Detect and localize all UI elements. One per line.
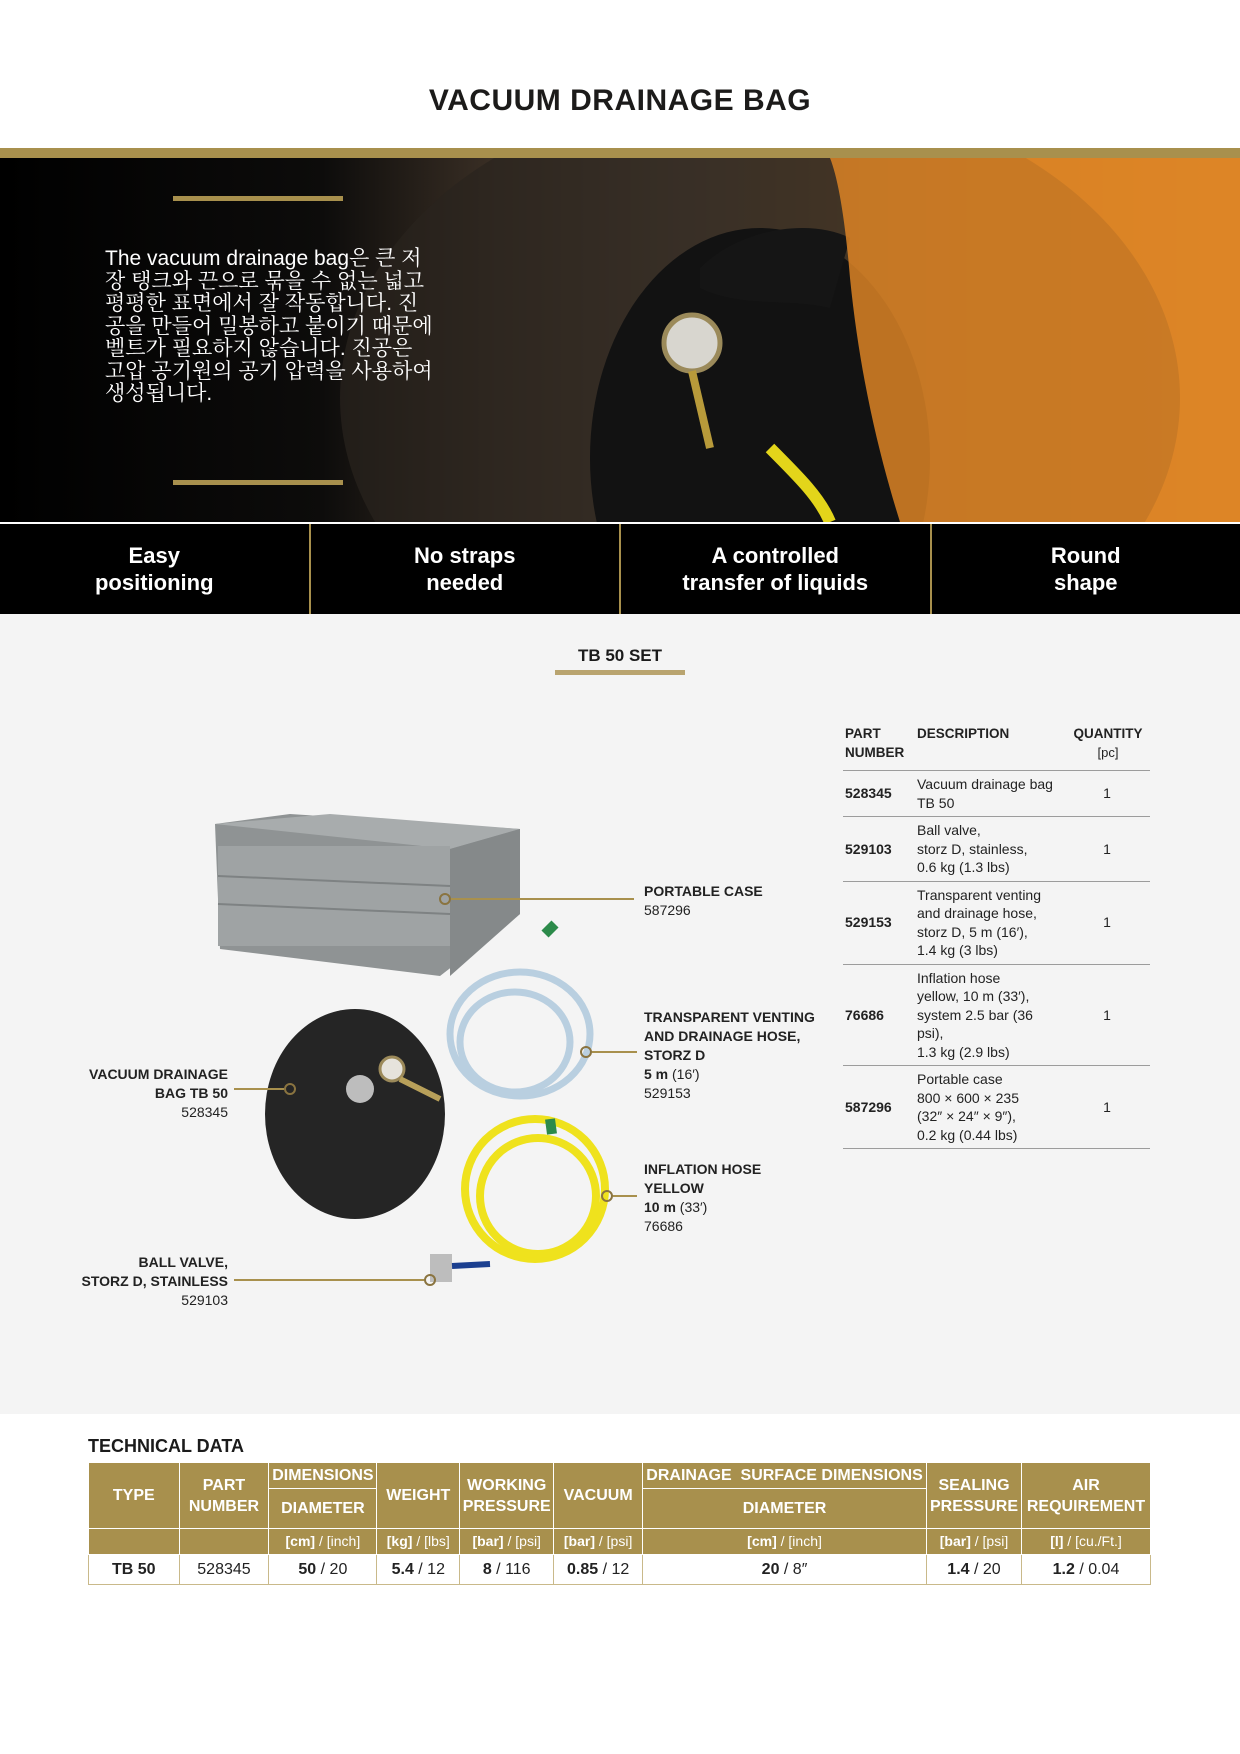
tech-cell-imperial: / 20 [316, 1560, 348, 1578]
tech-unit-primary: [bar] [563, 1533, 595, 1549]
parts-row-description-line: Ball valve, [917, 822, 981, 838]
parts-row-description-line: (32″ × 24″ × 9″), [917, 1108, 1016, 1124]
tech-unit-part-number [179, 1529, 269, 1555]
tech-unit-secondary: / [psi] [595, 1533, 633, 1549]
portable-case-number: 587296 [644, 902, 691, 918]
feature-controlled-transfer: A controlled transfer of liquids [619, 524, 930, 614]
bag-number: 528345 [181, 1104, 228, 1120]
parts-row-description-line: storz D, 5 m (16′), [917, 923, 1028, 940]
inflation-label-line2: YELLOW [644, 1180, 704, 1196]
tech-cell-metric: 50 [298, 1560, 317, 1578]
tech-cell-metric: 0.85 [566, 1560, 599, 1578]
feature-round-shape: Round shape [930, 524, 1240, 614]
parts-row-part-number: 587296 [843, 1066, 915, 1149]
tech-cell-imperial: / 12 [413, 1560, 445, 1578]
inflation-leader [613, 1195, 637, 1197]
tech-unit-drainage-diameter [643, 1529, 927, 1555]
tech-cell-imperial: / 0.04 [1074, 1560, 1120, 1578]
set-title: TB 50 SET [577, 646, 663, 665]
valve-leader [234, 1279, 424, 1281]
valve-callout [70, 1253, 228, 1310]
bag-leader [234, 1088, 284, 1090]
ball-valve-image [430, 1254, 490, 1282]
tech-unit-type [89, 1529, 180, 1555]
portable-case-dot [439, 893, 451, 905]
tech-header-diameter: DIAMETER [269, 1489, 377, 1529]
tech-unit-secondary: / [inch] [315, 1533, 361, 1549]
tech-cell-metric: 8 [482, 1560, 492, 1578]
parts-row-quantity: 1 [1064, 817, 1150, 882]
tech-cell-metric: 1.4 [947, 1560, 970, 1578]
technical-data-table [88, 1462, 1151, 1585]
technical-data-title: TECHNICAL DATA [88, 1436, 244, 1456]
tech-unit-secondary: / [psi] [970, 1533, 1009, 1549]
parts-row-description [915, 964, 1064, 1066]
tech-unit-primary: [kg] [386, 1533, 413, 1549]
hose-label-line1: TRANSPARENT VENTING [644, 1009, 815, 1025]
tech-unit-sealing-pressure [927, 1529, 1022, 1555]
tech-unit-primary: [cm] [747, 1533, 777, 1549]
parts-row [843, 881, 1150, 964]
parts-row-quantity: 1 [1064, 771, 1150, 817]
parts-header-quantity [1064, 722, 1150, 771]
tech-unit-primary: [cm] [285, 1533, 316, 1549]
parts-row-description-line: yellow, 10 m (33′), [917, 988, 1030, 1004]
feature-no-straps: No straps needed [309, 524, 620, 614]
tech-unit-weight [377, 1529, 460, 1555]
tech-unit-secondary: / [psi] [503, 1533, 541, 1549]
parts-header-quantity-unit: [pc] [1097, 745, 1119, 760]
hero-banner [0, 158, 1240, 522]
parts-row-part-number: 529153 [843, 881, 915, 964]
tech-cell-drainage-diameter [643, 1555, 927, 1585]
hose-length: 5 m [644, 1066, 669, 1082]
parts-row-description [915, 771, 1064, 817]
portable-case-image [215, 814, 520, 976]
parts-header-description [915, 722, 1064, 771]
parts-row-description-line: Transparent venting [917, 886, 1041, 903]
parts-row-quantity: 1 [1064, 964, 1150, 1066]
parts-row-description [915, 881, 1064, 964]
hose-leader [592, 1051, 637, 1053]
bag-label-line2: BAG TB 50 [154, 1085, 228, 1101]
parts-row-description-line: 1.4 kg (3 lbs) [917, 942, 998, 958]
parts-row-description-line: Vacuum drainage bag [917, 776, 1053, 792]
drainage-bag-image [265, 1009, 445, 1219]
inflation-label-line1: INFLATION HOSE [644, 1161, 762, 1177]
parts-row-description-line: storz D, stainless, [917, 840, 1028, 857]
tech-unit-diameter [269, 1529, 377, 1555]
parts-row-quantity: 1 [1064, 881, 1150, 964]
tech-cell-type [89, 1555, 180, 1585]
parts-row-description-line: 0.6 kg (1.3 lbs) [917, 859, 1010, 875]
tech-cell-imperial: / 116 [491, 1560, 531, 1578]
parts-row-part-number: 529103 [843, 817, 915, 882]
bag-dot [284, 1083, 296, 1095]
tech-unit-primary: [l] [1050, 1533, 1064, 1549]
parts-row-description [915, 1066, 1064, 1149]
valve-number: 529103 [181, 1292, 228, 1308]
hose-callout [644, 1008, 815, 1103]
tech-header-dimensions: DIMENSIONS [269, 1463, 377, 1489]
tech-unit-vacuum [554, 1529, 643, 1555]
hero-top-gold-line [173, 196, 343, 201]
parts-row [843, 817, 1150, 882]
tech-header-drainage: DRAINAGE SURFACE DIMENSIONS [643, 1463, 927, 1489]
parts-header-part-text: PART NUMBER [845, 726, 905, 760]
tech-cell-metric: 20 [761, 1560, 780, 1578]
valve-label-line2: STORZ D, STAINLESS [81, 1273, 228, 1289]
tech-unit-air-requirement [1021, 1529, 1150, 1555]
parts-row-description-line: 0.2 kg (0.44 lbs) [917, 1126, 1018, 1143]
tech-header-working-pressure: WORKING PRESSURE [460, 1463, 554, 1529]
page-title: VACUUM DRAINAGE BAG [428, 84, 812, 117]
tech-unit-working-pressure [460, 1529, 554, 1555]
tech-cell-working-pressure [460, 1555, 554, 1585]
parts-row [843, 1066, 1150, 1149]
parts-row-part-number: 76686 [843, 964, 915, 1066]
parts-row [843, 964, 1150, 1066]
tech-cell-part-number: 528345 [179, 1555, 269, 1585]
inflation-number: 76686 [644, 1218, 683, 1234]
parts-row-description-line: 1.3 kg (2.9 lbs) [917, 1043, 1010, 1060]
tech-unit-secondary: / [cu./Ft.] [1063, 1533, 1122, 1549]
tech-unit-primary: [bar] [472, 1533, 504, 1549]
parts-row-description-line: 800 × 600 × 235 [917, 1089, 1019, 1106]
inflation-callout [644, 1160, 761, 1236]
parts-row-description [915, 817, 1064, 882]
valve-dot [424, 1274, 436, 1286]
worker-jacket-shape [830, 158, 1240, 522]
bag-callout [70, 1065, 228, 1122]
parts-row-description-line: TB 50 [917, 794, 955, 811]
tech-header-weight: WEIGHT [377, 1463, 460, 1529]
tech-cell-imperial: / 8″ [779, 1560, 808, 1578]
feature-easy-positioning: Easy positioning [94, 543, 214, 595]
parts-table [843, 722, 1150, 1149]
tech-header-air-requirement: AIR REQUIREMENT [1021, 1463, 1150, 1529]
parts-row-part-number: 528345 [843, 771, 915, 817]
tech-cell-air-requirement [1021, 1555, 1150, 1585]
inflation-hose-image [465, 1119, 605, 1259]
parts-row-description-line: Inflation hose [917, 969, 1001, 986]
tech-cell-type-text: TB 50 [111, 1560, 156, 1578]
title-gold-rule [0, 148, 1240, 158]
tech-header-sealing-pressure: SEALING PRESSURE [927, 1463, 1022, 1529]
tech-unit-secondary: / [lbs] [412, 1533, 450, 1549]
hose-label-line2: AND DRAINAGE HOSE, [644, 1028, 801, 1044]
hose-dot [580, 1046, 592, 1058]
hero-bottom-gold-line [173, 480, 343, 485]
hose-length-imperial: (16′) [668, 1066, 700, 1082]
tech-header-drainage-diameter: DIAMETER [643, 1489, 927, 1529]
tech-cell-metric: 1.2 [1052, 1560, 1075, 1578]
tech-cell-vacuum [554, 1555, 643, 1585]
parts-row-description-line: and drainage hose, [917, 905, 1037, 921]
inflation-dot [601, 1190, 613, 1202]
hero-description: The vacuum drainage bag은 큰 저장 탱크와 끈으로 묶을 수 없는 넓고 평평한 표면에서 잘 작동합니다. 진공을 만들어 밀봉하고 붙이기 때문에 벨트가 필요하지 않습니다. 진공은 고압 공기원의 공기 압력을 사용하여 생성됩니다. [105, 247, 433, 405]
inflation-length-imperial: (33′) [675, 1199, 708, 1215]
tech-cell-diameter [269, 1555, 377, 1585]
tech-header-part-number: PART NUMBER [179, 1463, 269, 1529]
bag-label-line1: VACUUM DRAINAGE [89, 1066, 228, 1082]
feature-bar [0, 524, 1240, 614]
tech-header-type: TYPE [89, 1463, 180, 1529]
portable-case-label: PORTABLE CASE [644, 883, 763, 899]
parts-row-description-line: system 2.5 bar (36 psi), [917, 1006, 1033, 1041]
valve-label-line1: BALL VALVE, [138, 1254, 228, 1270]
hose-number: 529153 [644, 1085, 691, 1101]
tech-cell-metric: 5.4 [391, 1560, 414, 1578]
tech-header-vacuum: VACUUM [554, 1463, 643, 1529]
parts-row [843, 771, 1150, 817]
portable-case-callout [644, 882, 763, 920]
tech-cell-imperial: / 20 [969, 1560, 1001, 1578]
tech-cell-weight [377, 1555, 460, 1585]
tech-cell-imperial: / 12 [598, 1560, 630, 1578]
tech-unit-secondary: / [inch] [776, 1533, 822, 1549]
hose-label-line3: STORZ D [644, 1047, 706, 1063]
parts-row-quantity: 1 [1064, 1066, 1150, 1149]
gauge-shape [664, 315, 720, 371]
tech-cell-sealing-pressure [927, 1555, 1022, 1585]
inflation-length: 10 m [644, 1199, 676, 1215]
tech-unit-primary: [bar] [939, 1533, 971, 1549]
parts-row-description-line: Portable case [917, 1071, 1003, 1087]
portable-case-leader [451, 898, 634, 900]
parts-header-quantity-text: QUANTITY [1073, 726, 1143, 741]
parts-header-description-text: DESCRIPTION [917, 726, 1010, 741]
parts-header-part [843, 722, 915, 771]
